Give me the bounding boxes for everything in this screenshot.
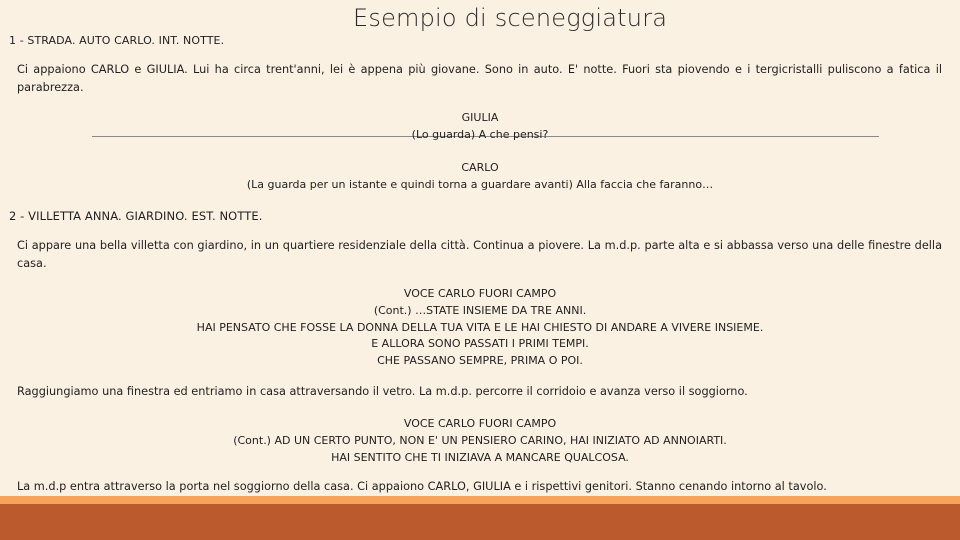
scene-2-action: Ci appare una bella villetta con giardino, in un quartiere residenziale della città. Continua a piovere. La m.d.p. parte alta e si abbassa verso una delle finestre della casa. <box>17 239 942 270</box>
character-name: VOCE CARLO FUORI CAMPO <box>403 417 557 430</box>
footer-bar <box>0 504 960 540</box>
scene-1-action: Ci appaiono CARLO e GIULIA. Lui ha circa trent'anni, lei è appena più giovane. Sono in auto. E' notte. Fuori sta piovendo e i tergicristalli puliscono a fatica il parabrezza. <box>17 63 942 94</box>
dialogue-line: HAI PENSATO CHE FOSSE LA DONNA DELLA TUA VITA E LE HAI CHIESTO DI ANDARE A VIVERE INSIEME. <box>196 320 764 334</box>
footer-accent-strip <box>0 496 960 504</box>
dialogue-line: (Lo guarda) A che pensi? <box>411 127 549 141</box>
voiceover-carlo-2 <box>0 416 960 466</box>
scene-heading-2: 2 - VILLETTA ANNA. GIARDINO. EST. NOTTE. <box>9 209 263 223</box>
character-name: GIULIA <box>461 111 499 124</box>
voiceover-carlo-1 <box>0 286 960 370</box>
dialogue-carlo <box>0 160 960 194</box>
dialogue-line: (Cont.) …STATE INSIEME DA TRE ANNI. <box>373 303 587 317</box>
dialogue-line: (La guarda per un istante e quindi torna a guardare avanti) Alla faccia che faranno… <box>246 177 714 191</box>
dialogue-line: HAI SENTITO CHE TI INIZIAVA A MANCARE QUALCOSA. <box>331 450 629 464</box>
dialogue-line: (Cont.) AD UN CERTO PUNTO, NON E' UN PENSIERO CARINO, HAI INIZIATO AD ANNOIARTI. <box>233 433 727 447</box>
scene-2-action-2: Raggiungiamo una finestra ed entriamo in casa attraversando il vetro. La m.d.p. percorre il corridoio e avanza verso il soggiorno. <box>17 385 748 398</box>
dialogue-line: CHE PASSANO SEMPRE, PRIMA O POI. <box>377 354 583 368</box>
character-name: VOCE CARLO FUORI CAMPO <box>403 287 557 300</box>
scene-2-action-3: La m.d.p entra attraverso la porta nel soggiorno della casa. Ci appaiono CARLO, GIULIA e i rispettivi genitori. Stanno cenando intorno al tavolo. <box>17 480 827 493</box>
dialogue-line: E ALLORA SONO PASSATI I PRIMI TEMPI. <box>371 337 589 351</box>
character-name: CARLO <box>461 161 499 174</box>
slide-title: Esempio di sceneggiatura <box>353 4 668 32</box>
dialogue-giulia <box>0 110 960 144</box>
scene-heading-1: 1 - STRADA. AUTO CARLO. INT. NOTTE. <box>9 34 225 47</box>
